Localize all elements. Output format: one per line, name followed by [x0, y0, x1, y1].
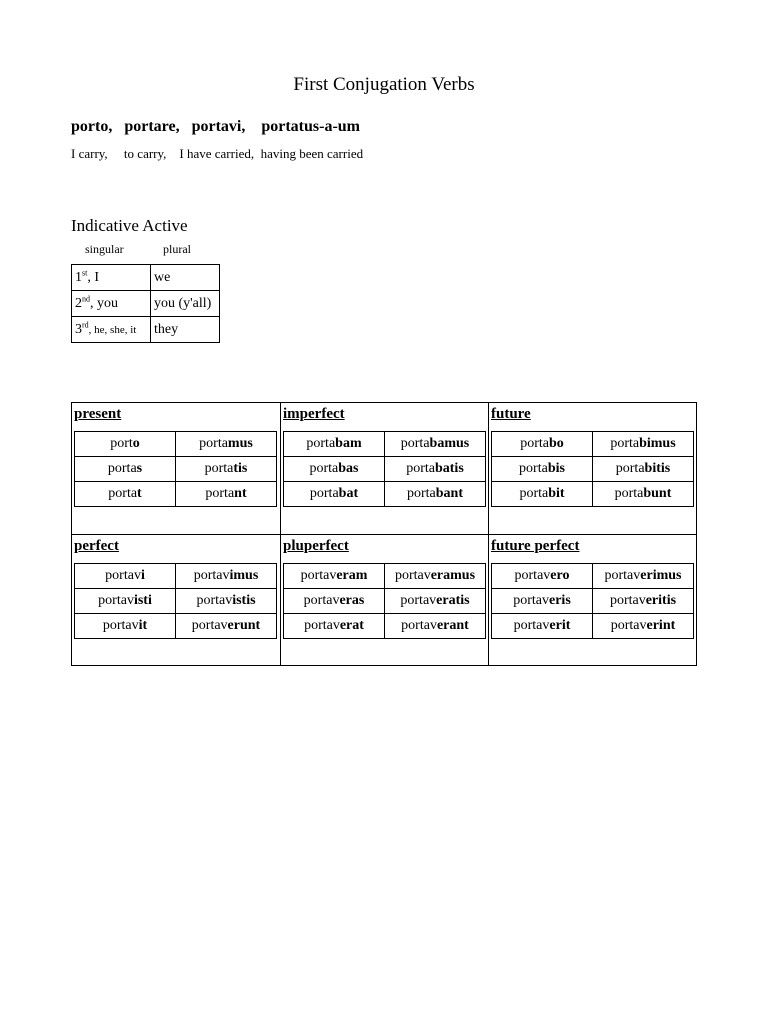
verb-ending: bamus	[429, 436, 470, 451]
person-cell: 1st, I	[72, 265, 151, 291]
tense-heading: present	[74, 406, 122, 422]
table-row	[284, 457, 486, 482]
table-row	[284, 432, 486, 457]
verb-ending: erint	[646, 618, 676, 633]
table-row	[72, 317, 220, 343]
verb-ending: bimus	[639, 436, 676, 451]
verb-ending: erimus	[640, 568, 682, 583]
verb-ending: t	[137, 486, 142, 501]
verb-ending: mus	[227, 436, 253, 451]
verb-form: portabamus	[385, 432, 486, 457]
verb-form: portaverimus	[593, 564, 694, 589]
table-row	[75, 482, 277, 507]
verb-form: portavero	[492, 564, 593, 589]
verb-ending: i	[140, 568, 145, 583]
table-row	[284, 564, 486, 589]
conjugation-table	[491, 563, 694, 639]
verb-form: portat	[75, 482, 176, 507]
verb-ending: erant	[436, 618, 469, 633]
table-row	[284, 614, 486, 639]
verb-form: portaveris	[492, 589, 593, 614]
table-row	[72, 265, 220, 291]
verb-form: portaveras	[284, 589, 385, 614]
verb-ending: it	[138, 618, 148, 633]
verb-ending: eram	[336, 568, 368, 583]
verb-ending: bis	[547, 461, 565, 476]
table-row	[284, 482, 486, 507]
verb-form: portabis	[492, 457, 593, 482]
verb-ending: eras	[339, 593, 365, 608]
verb-ending: eris	[549, 593, 571, 608]
verb-form: portamus	[176, 432, 277, 457]
tense-cell-perfect	[71, 534, 279, 664]
table-row	[492, 589, 694, 614]
conjugation-table	[283, 431, 486, 507]
table-row	[75, 589, 277, 614]
verb-ending: nt	[234, 486, 247, 501]
singular-label: singular	[85, 242, 124, 256]
conjugation-table	[491, 431, 694, 507]
verb-form: portaveram	[284, 564, 385, 589]
verb-ending: eritis	[645, 593, 677, 608]
plural-cell: you (y'all)	[151, 291, 220, 317]
tense-cell-future-perfect	[488, 534, 696, 664]
verb-form: portavit	[75, 614, 176, 639]
person-number-table	[71, 264, 220, 343]
verb-form: portabam	[284, 432, 385, 457]
verb-form: portaverit	[492, 614, 593, 639]
tense-cell-pluperfect	[280, 534, 488, 664]
table-row	[75, 564, 277, 589]
verb-ending: bo	[548, 436, 564, 451]
verb-ending: erit	[549, 618, 571, 633]
verb-form: portavimus	[176, 564, 277, 589]
principal-parts: porto, portare, portavi, portatus-a-um	[71, 118, 361, 135]
table-row	[492, 564, 694, 589]
verb-ending: isti	[133, 593, 152, 608]
verb-form: portabo	[492, 432, 593, 457]
verb-ending: bitis	[644, 461, 671, 476]
verb-form: portaverint	[593, 614, 694, 639]
verb-ending: s	[136, 461, 143, 476]
verb-ending: ero	[550, 568, 570, 583]
verb-ending: tis	[233, 461, 248, 476]
verb-form: portant	[176, 482, 277, 507]
person-cell: 3rd, he, she, it	[72, 317, 151, 343]
verb-ending: eramus	[430, 568, 476, 583]
table-row	[492, 614, 694, 639]
verb-ending: bam	[335, 436, 362, 451]
verb-form: portas	[75, 457, 176, 482]
table-row	[492, 457, 694, 482]
verb-form: portavistis	[176, 589, 277, 614]
tense-cell-future	[488, 402, 696, 532]
verb-ending: batis	[434, 461, 464, 476]
verb-form: portaveratis	[385, 589, 486, 614]
verb-form: portavi	[75, 564, 176, 589]
tense-heading: future	[491, 406, 531, 422]
verb-form: portaverat	[284, 614, 385, 639]
verb-form: portabat	[284, 482, 385, 507]
person-cell: 2nd, you	[72, 291, 151, 317]
verb-ending: eratis	[436, 593, 470, 608]
verb-form: portaverant	[385, 614, 486, 639]
verb-form: portatis	[176, 457, 277, 482]
verb-form: portabant	[385, 482, 486, 507]
table-row	[75, 432, 277, 457]
verb-form: portabimus	[593, 432, 694, 457]
verb-ending: bit	[548, 486, 565, 501]
table-row	[492, 482, 694, 507]
verb-ending: bant	[435, 486, 463, 501]
tense-heading: perfect	[74, 538, 119, 554]
table-row	[75, 457, 277, 482]
table-row	[75, 614, 277, 639]
conjugation-table	[74, 431, 277, 507]
table-row	[492, 432, 694, 457]
verb-form: portabunt	[593, 482, 694, 507]
tense-cell-imperfect	[280, 402, 488, 532]
verb-form: portabit	[492, 482, 593, 507]
verb-ending: imus	[229, 568, 259, 583]
verb-form: portaveritis	[593, 589, 694, 614]
verb-ending: bunt	[643, 486, 672, 501]
tense-cell-present	[71, 402, 279, 532]
verb-form: portaverunt	[176, 614, 277, 639]
verb-ending: istis	[232, 593, 256, 608]
page-title: First Conjugation Verbs	[293, 74, 475, 95]
plural-cell: we	[151, 265, 220, 291]
verb-ending: bat	[338, 486, 359, 501]
verb-form: portabitis	[593, 457, 694, 482]
plural-label: plural	[163, 242, 191, 256]
tense-heading: pluperfect	[283, 538, 349, 554]
verb-form: portabas	[284, 457, 385, 482]
conjugation-table	[283, 563, 486, 639]
verb-ending: erat	[339, 618, 364, 633]
verb-form: portabatis	[385, 457, 486, 482]
verb-form: portavisti	[75, 589, 176, 614]
verb-ending: erunt	[227, 618, 261, 633]
conjugation-table	[74, 563, 277, 639]
plural-cell: they	[151, 317, 220, 343]
principal-parts-meaning: I carry, to carry, I have carried, having been carried	[71, 146, 364, 161]
table-row	[72, 291, 220, 317]
table-row	[284, 589, 486, 614]
verb-ending: o	[132, 436, 140, 451]
indicative-active-heading: Indicative Active	[71, 216, 188, 235]
tense-heading: future perfect	[491, 538, 580, 554]
verb-form: porto	[75, 432, 176, 457]
verb-form: portaveramus	[385, 564, 486, 589]
tense-heading: imperfect	[283, 406, 345, 422]
verb-ending: bas	[338, 461, 359, 476]
